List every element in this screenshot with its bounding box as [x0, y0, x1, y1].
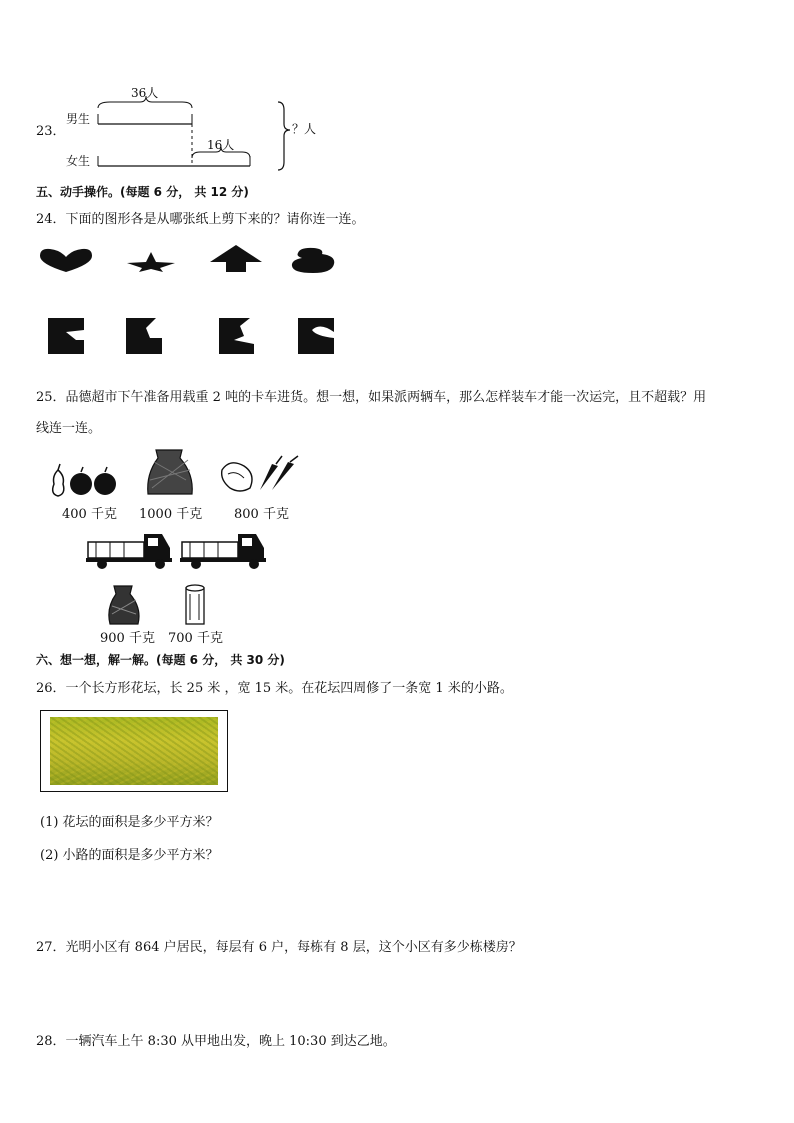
girls-brace-label: 16人 — [207, 138, 235, 152]
fruit-weight-label: 400 千克 — [62, 507, 117, 522]
bag-weight-label: 900 千克 — [100, 631, 155, 646]
q25-text-line1: 25．品德超市下午准备用载重 2 吨的卡车进货。想一想，如果派两辆车，那么怎样装车才能一次运完，且不超载？用 — [36, 390, 707, 405]
q23-number: 23． — [36, 124, 66, 139]
q25-text-line2: 线连一连。 — [36, 421, 102, 436]
section6-title: 六、想一想，解一解。(每题 6 分， 共 30 分) — [36, 653, 285, 667]
q26-sub2: (2) 小路的面积是多少平方米？ — [40, 848, 219, 863]
q26-text: 26．一个长方形花坛，长 25 米 ，宽 15 米。在花坛四周修了一条宽 1 米的小路。 — [36, 681, 513, 696]
truck-1-icon — [86, 534, 172, 569]
q24-text: 24．下面的图形各是从哪张纸上剪下来的？请你连一连。 — [36, 212, 365, 227]
boys-label: 男生 — [66, 112, 91, 126]
flower-bed-field — [50, 717, 218, 785]
q27-text: 27．光明小区有 864 户居民，每层有 6 户，每栋有 8 层，这个小区有多少栋楼房？ — [36, 940, 522, 955]
total-label: ？人 — [292, 122, 317, 136]
sack-weight-label: 1000 千克 — [139, 507, 203, 522]
flower-bed-picture — [40, 710, 228, 792]
q28-text: 28．一辆汽车上午 8:30 从甲地出发，晚上 10:30 到达乙地。 — [36, 1034, 396, 1049]
boys-brace-label: 36人 — [131, 86, 159, 100]
q26-sub1: (1) 花坛的面积是多少平方米？ — [40, 815, 219, 830]
section5-title: 五、动手操作。(每题 6 分， 共 12 分) — [36, 185, 249, 199]
girls-label: 女生 — [66, 154, 91, 168]
truck-2-icon — [180, 534, 266, 569]
vegetables-weight-label: 800 千克 — [234, 507, 289, 522]
barrel-weight-label: 700 千克 — [168, 631, 223, 646]
